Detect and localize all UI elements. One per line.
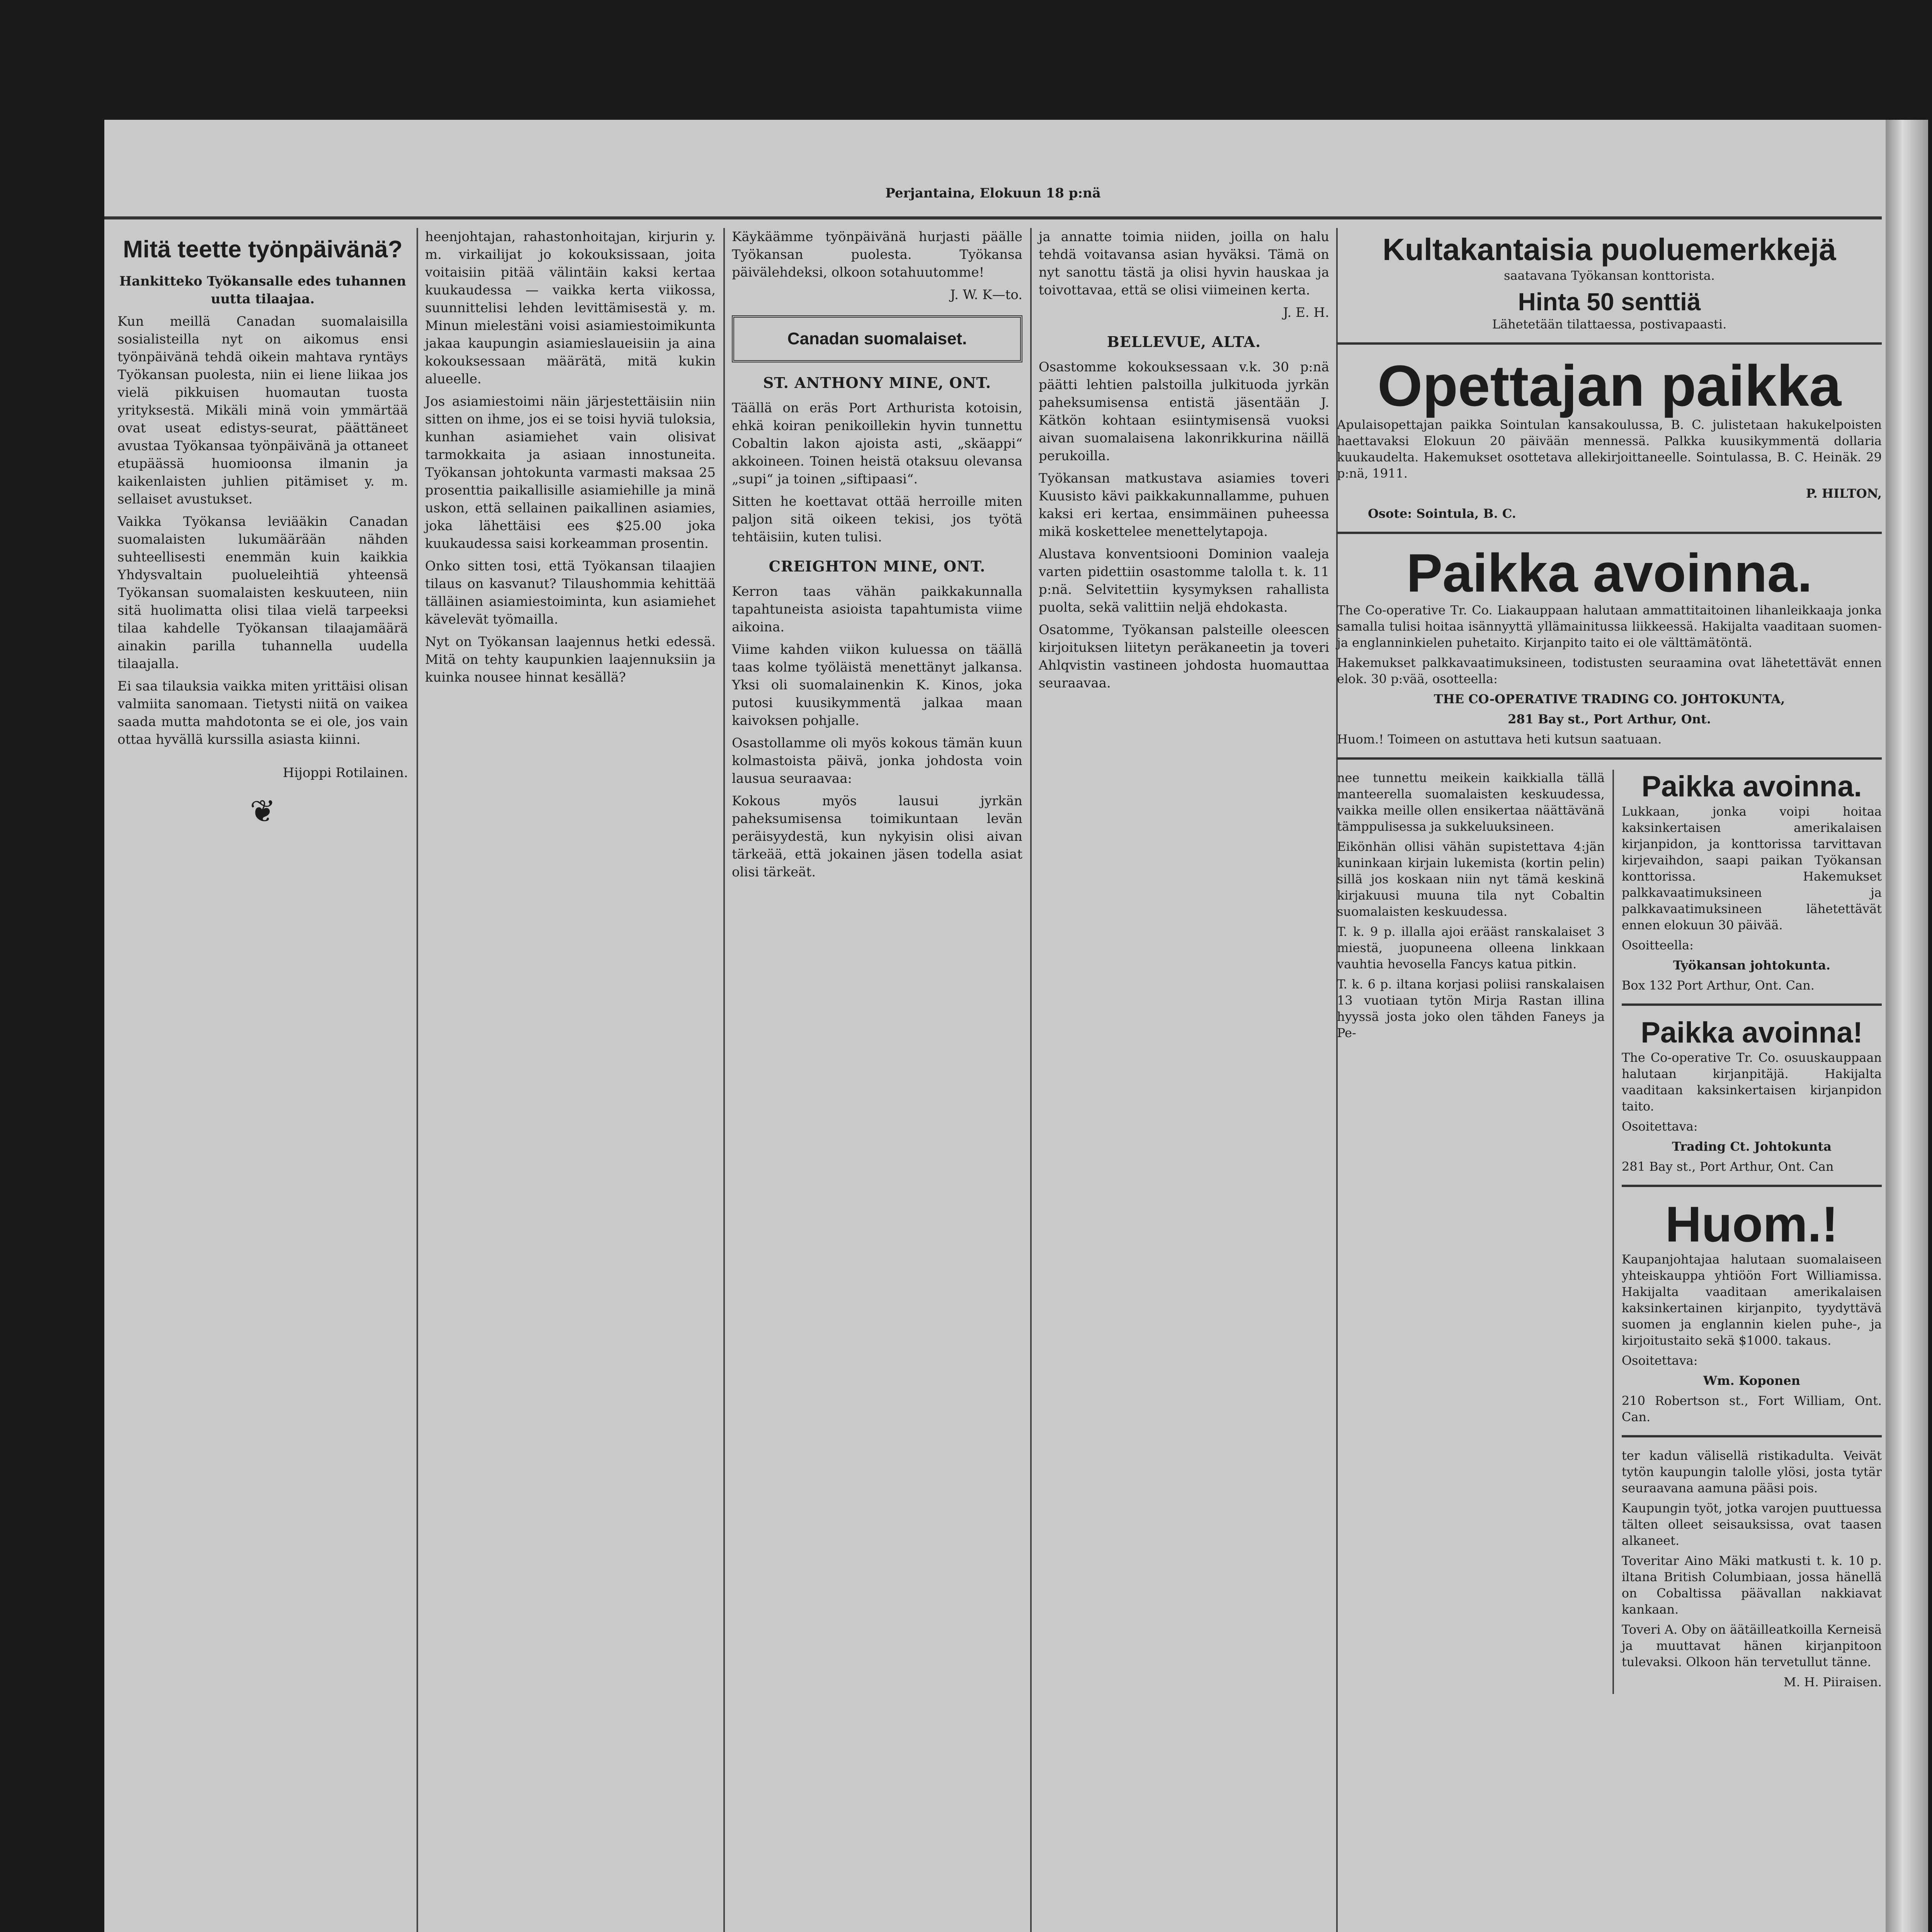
ad-company: Trading Ct. Johtokunta <box>1672 1139 1832 1154</box>
section-title-box <box>732 315 1022 362</box>
article-title: Mitä teette työnpäivänä? <box>123 236 403 263</box>
ad-subtitle: saatavana Työkansan konttorista. <box>1504 268 1715 283</box>
ad-note: Lähetetään tilattaessa, postivapaasti. <box>1492 317 1727 332</box>
ad-label: Osoitettava: <box>1621 1353 1698 1368</box>
intro-signature: J. W. K—to. <box>950 287 1022 303</box>
ad-title: Paikka avoinna. <box>1406 543 1813 603</box>
article-paragraph: Nyt on Työkansan laajennus hetki edessä. Mitä on tehty kaupunkien laajennuksiin ja kuinka nousee hinnat kesällä? <box>425 634 716 685</box>
news-paragraph: Toveritar Aino Mäki matkusti t. k. 10 p. iltana British Columbiaan, jossa hänellä on Cobaltissa päävallan nakkiavat kankaan. <box>1621 1553 1882 1617</box>
column-divider <box>1030 228 1032 1932</box>
article-paragraph: Työkansan matkustava asiamies toveri Kuusisto kävi paikkakunnallamme, puhuen kaksi eri kertaa, ensimmäinen puheessa mikä koskettelee menettelytapoja. <box>1039 471 1329 539</box>
ad-divider <box>1337 532 1882 534</box>
news-paragraph: ter kadun välisellä ristikadulta. Veivät tytön kaupungin talolle ylösi, josta tytär seuraavana aamuna pääsi pois. <box>1621 1448 1882 1495</box>
column-3 <box>726 228 1028 1932</box>
ad-label: Osoitteella: <box>1621 938 1694 952</box>
news-subcolumn <box>1337 770 1605 1694</box>
article-paragraph: heenjohtajan, rahastonhoitajan, kirjurin y. m. virkailijat jo kokouksissaan, joita voitaisiin pitää välintäin kaksi kertaa kuukaudessa — vaikka kerta viikossa, suunnittelisi lehden levittämisestä y. m. Minun mielestäni voisi asiamiestoimikunta jakaa kaupungin asiamieslaueisiin ja aina kokouksessaan määrätä, mitä kukin alueelle. <box>425 229 716 387</box>
ad-divider <box>1622 1435 1882 1437</box>
article-paragraph: Sitten he koettavat ottää herroille miten paljon sitä oikeen tekisi, jos työtä tehtäisiin, kuten tulisi. <box>732 494 1022 545</box>
column-4 <box>1033 228 1335 1932</box>
section-box-title: Canadan suomalaiset. <box>787 329 967 348</box>
section-heading: CREIGHTON MINE, ONT. <box>769 558 986 575</box>
column-divider <box>723 228 725 1932</box>
ad-divider <box>1337 757 1882 760</box>
ad-text: Kaupanjohtajaa halutaan suomalaiseen yhteiskauppa yhtiöön Fort Williamissa. Hakijalta vaaditaan amerikalaisen kaksinkertainen kirjanpito, tyydyttävä suomen ja englannin kielen puhe-, ja kirjoitustaito sekä $1000. takaus. <box>1621 1252 1882 1348</box>
news-signature: M. H. Piiraisen. <box>1783 1675 1882 1689</box>
article-subtitle: Hankitteko Työkansalle edes tuhannen uutta tilaajaa. <box>119 274 406 307</box>
ads-area <box>1337 228 1882 1694</box>
ad-note: Huom.! Toimeen on astuttava heti kutsun saatuaan. <box>1337 732 1662 747</box>
article-paragraph: Vaikka Työkansa leviääkin Canadan suomalaisten lukumäärään nähden suhteellisesti enemmän kuin kaikkia Yhdysvaltain puolueleihtiä yhteensä Työkansan suomalaisten keskuuteen, niin sitä huolimatta olisi tilaa vielä tarpeeksi tilaa kahdelle Työkansan tilaajamäärä ainakin parilla tuhannella uudella tilaajalla. <box>117 514 408 672</box>
column-divider <box>1612 770 1614 1694</box>
column-divider <box>417 228 418 1932</box>
ad-company: THE CO-OPERATIVE TRADING CO. JOHTOKUNTA, <box>1434 692 1785 706</box>
decorative-ornament-icon: ❦ <box>250 793 276 829</box>
article-paragraph: Ei saa tilauksia vaikka miten yrittäisi olisan valmiita sanomaan. Tietysti niitä on vaikea saada mutta mahdotonta se ei ole, jos vain ottaa hyvällä kurssilla asiasta kiinni. <box>117 679 408 747</box>
ad-text: The Co-operative Tr. Co. osuuskauppaan halutaan kirjanpitäjä. Hakijalta vaaditaan kaksinkertaisen kirjanpidon taito. <box>1621 1050 1882 1114</box>
newspaper-page <box>104 120 1928 1932</box>
article-paragraph: Alustava konventsiooni Dominion vaaleja varten pidettiin osastomme talolla t. k. 11 p:nä. Selvitettiin kysymyksen rahallista puolta, sekä valittiin neljä ehdokasta. <box>1039 546 1329 615</box>
ad-text: The Co-operative Tr. Co. Liakauppaan halutaan ammattitaitoinen lihanleikkaaja jonka samalla tulisi hoitaa isännyyttä yllämainitussa liikkeessä. Hakijalta vaaditaan suomen- ja englanninkielen puhetaito. Kirjanpito taito ei ole välttämätöntä. <box>1337 603 1882 650</box>
news-paragraph: Toveri A. Oby on äätäilleatkoilla Kerneisä ja muuttavat hänen kirjanpitoon tulevaksi. Olkoon hän tervetullut tänne. <box>1621 1622 1882 1669</box>
article-paragraph: ja annatte toimia niiden, joilla on halu tehdä voitavansa asian hyväksi. Tämä on nyt sanottu tästä ja olisi hyvin hauskaa ja toivottavaa, että se olisi viimeinen kerta. <box>1039 229 1329 298</box>
ad-price: Hinta 50 senttiä <box>1518 288 1701 316</box>
article-paragraph: Kerron taas vähän paikkakunnalla tapahtuneista asioista tapahtumista viime aikoina. <box>732 584 1022 635</box>
ad-divider <box>1622 1003 1882 1006</box>
ad-company: Työkansan johtokunta. <box>1673 958 1831 973</box>
article-paragraph: Osastollamme oli myös kokous tämän kuun kolmastoista päivä, jonka johdosta voin lausua seuraavaa: <box>732 735 1022 786</box>
article-signature: Hijoppi Rotilainen. <box>282 765 408 781</box>
ad-title: Paikka avoinna. <box>1641 770 1862 803</box>
news-paragraph: Eikönhän ollisi vähän supistettava 4:jän kuninkaan kirjain lukemista (kortin pelin) sillä jos koskaan niin nyt tämä keskinä kirjakuusi muuna tila nyt Cobaltin suomalaisten keskuudessa. <box>1337 839 1605 919</box>
news-paragraph: T. k. 9 p. illalla ajoi erääst ranskalaiset 3 miestä, juopuneena olleena linkkaan vauhtia hevosella Fancys katua pitkin. <box>1337 924 1605 971</box>
ad-address: Box 132 Port Arthur, Ont. Can. <box>1621 978 1815 993</box>
article-paragraph: Osastomme kokouksessaan v.k. 30 p:nä päätti lehtien palstoilla julkituoda jyrkän paheksumisensa entistä jäsentään J. Kätkön kohtaan esiintymisensä vuoksi aivan suomalaisena lakonrikkurina näillä perukoilla. <box>1039 359 1329 464</box>
article-paragraph: Onko sitten tosi, että Työkansan tilaajien tilaus on kasvanut? Tilaushommia kehittää tälläinen asiamiestoiminta, kun asiamiehet kävelevät työmailla. <box>425 558 716 627</box>
ad-title: Opettajan paikka <box>1377 353 1842 418</box>
column-1 <box>112 228 413 1932</box>
column-2 <box>420 228 721 1932</box>
news-paragraph: nee tunnettu meikein kaikkialla tällä manteerella suomalaisten keskuudessa, vaikka meille ollen ensikertaa näättävänä tämppulisessa ja sukkeluuksineen. <box>1337 770 1605 834</box>
ad-title: Paikka avoinna! <box>1641 1016 1863 1049</box>
news-paragraph: T. k. 6 p. iltana korjasi poliisi ranskalaisen 13 vuotiaan tytön Mirja Rastan illina hyyssä josta joko olen tähden Faneys ja Pe- <box>1337 977 1605 1040</box>
intro-paragraph: Käykäämme työnpäivänä hurjasti päälle Työkansan puolesta. Työkansa päivälehdeksi, olkoon sotahuutomme! <box>732 229 1022 280</box>
ad-text: Apulaisopettajan paikka Sointulan kansakoulussa, B. C. julistetaan hakukelpoisten haettavaksi Elokuun 20 päivään mennessä. Palkka kuusikymmentä dollaria kuukaudelta. Hakemukset osottetava allekirjoittaneelle. Sointulassa, B. C. Heinäk. 29 p:nä, 1911. <box>1337 417 1882 481</box>
ad-text: Lukkaan, jonka voipi hoitaa kaksinkertaisen amerikalaisen kirjanpidon, ja konttorissa tarvittavan kirjevaihdon, saapi paikan Työkansan konttorissa. Hakemukset palkkavaatimuksineen ja palkkavaatimuksineen lähetettävät ennen elokuun 30 päivää. <box>1621 804 1882 932</box>
ad-name: Wm. Koponen <box>1703 1373 1800 1388</box>
article-paragraph: Kokous myös lausui jyrkän paheksumisensa toimikuntaan levän peräisyydestä, kun nykyisin olisi aivan tärkeää, että jokainen jäsen todella asiat olisi tärkeät. <box>732 793 1022 880</box>
ad-divider <box>1337 342 1882 345</box>
ad-address: 210 Robertson st., Fort William, Ont. Can. <box>1621 1393 1882 1424</box>
ad-signature: P. HILTON, <box>1806 486 1882 501</box>
ad-title: Huom.! <box>1665 1196 1838 1252</box>
ad-text: Hakemukset palkkavaatimuksineen, todistusten seuraamina ovat lähetettävät ennen elok. 30 p:vää, osotteella: <box>1337 655 1882 686</box>
issue-date: Perjantaina, Elokuun 18 p:nä <box>885 185 1101 201</box>
ads-subcolumn <box>1622 770 1882 1694</box>
article-paragraph: Jos asiamiestoimi näin järjestettäisiin niin sitten on ihme, jos ei se toisi hyviä tuloksia, kunhan asiamiehet vain olisivat tarmokkaita ja asiaan innostuneita. Työkansan johtokunta varmasti maksaa 25 prosenttia paikallisille asiamiehille ja minä uskon, että sellainen paikallinen asiamies, joka lähettäisi ees $25.00 joka kuukaudessa saisi korkeamman prosentin. <box>425 394 716 551</box>
page-fold-edge <box>1886 120 1928 1932</box>
ad-address: 281 Bay st., Port Arthur, Ont. Can <box>1621 1159 1834 1174</box>
article-paragraph: Täällä on eräs Port Arthurista kotoisin, ehkä koiran penikoillekin hyvin tunnettu Cobaltin lakon ajoista asti, „skäappi“ akkoineen. Toinen heistä otaksuu olevansa „supi“ ja toinen „siftipaasi“. <box>732 400 1022 487</box>
article-paragraph: Kun meillä Canadan suomalaisilla sosialisteilla nyt on aikomus ensi työnpäivänä tehdä oikein mahtava ryntäys Työkansan puolesta, niin ei liene liikaa jos vielä pikkuisen huomautan tuosta yrityksestä. Mikäli minä voin ymmärtää ovat useat edistys-seurat, päättäneet avustaa Työkansaa työnpäivänä ja ottaneet etupäässä huomioonsa ilmanin ja kaikenlaisten juhlien pitämiset y. m. sellaiset avustukset. <box>117 314 408 507</box>
page-header <box>104 170 1882 219</box>
ad-divider <box>1622 1185 1882 1187</box>
news-paragraph: Kaupungin työt, jotka varojen puuttuessa tälten olleet seisauksissa, ovat taasen alkaneet. <box>1621 1501 1882 1548</box>
section-heading: ST. ANTHONY MINE, ONT. <box>763 374 992 391</box>
article-signature: J. E. H. <box>1283 305 1329 320</box>
ad-label: Osoitettava: <box>1621 1119 1698 1134</box>
ads-subcolumns <box>1337 770 1882 1694</box>
article-paragraph: Osatomme, Työkansan palsteille oleescen kirjoituksen liitetyn peräkaneetin ja toveri Ahlqvistin vastineen johdosta huomauttaa seuraavaa. <box>1039 622 1329 691</box>
article-paragraph: Viime kahden viikon kuluessa on täällä taas kolme työläistä menettänyt jalkansa. Yksi oli suomalainenkin K. Kinos, joka putosi kuusikymmentä jalkaa maan kaivoksen pohjalle. <box>732 642 1022 728</box>
ad-address: 281 Bay st., Port Arthur, Ont. <box>1508 712 1711 726</box>
ad-title: Kultakantaisia puoluemerkkejä <box>1383 232 1836 267</box>
ad-address: Osote: Sointula, B. C. <box>1368 506 1516 521</box>
section-heading: BELLEVUE, ALTA. <box>1107 333 1261 350</box>
